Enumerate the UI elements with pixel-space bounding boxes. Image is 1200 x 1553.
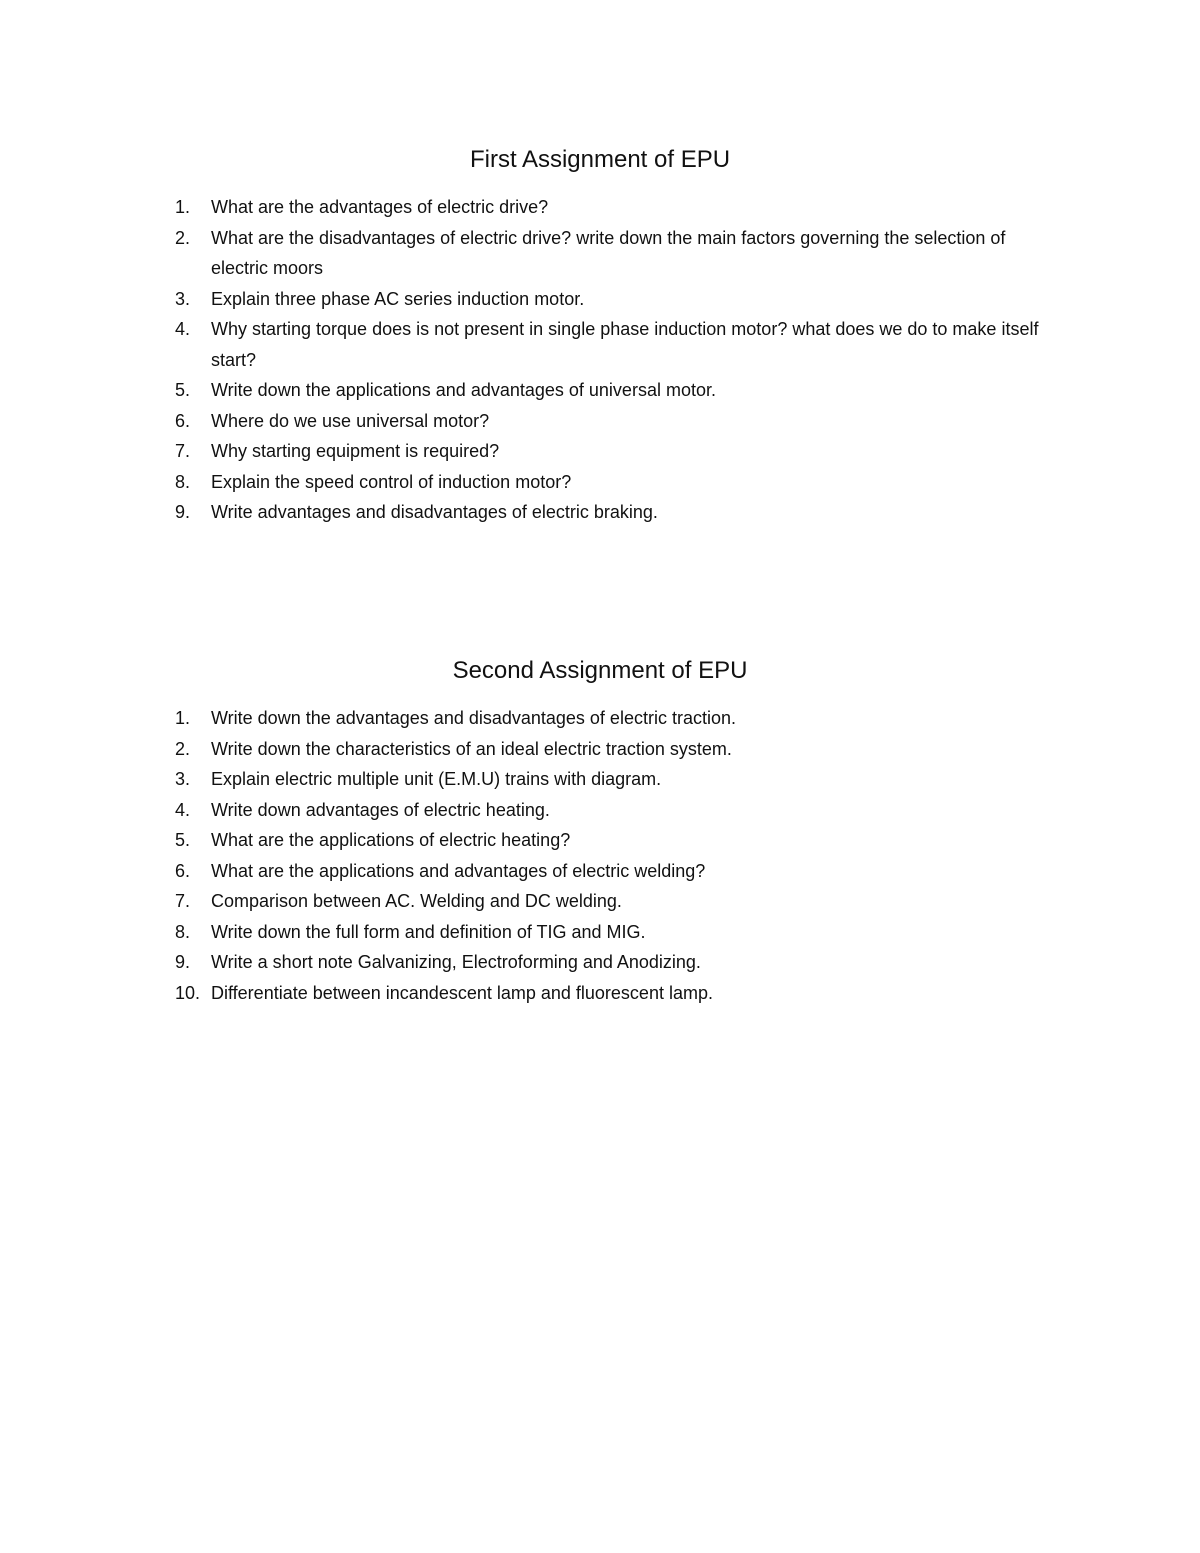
question-text: Explain the speed control of induction motor? — [211, 471, 572, 492]
question-text: Write down the advantages and disadvantages of electric traction. — [211, 708, 736, 728]
question-text: Explain three phase AC series induction motor. — [211, 288, 585, 309]
question-text: What are the disadvantages of electric drive? write down the main factors governing the selection of electric moors — [211, 227, 1006, 278]
question-number: 1. — [175, 197, 191, 217]
question-item — [0, 764, 1200, 795]
second-assignment-title: Second Assignment of EPU — [452, 657, 748, 684]
first-assignment-section — [0, 140, 1200, 528]
question-number: 5. — [175, 830, 191, 850]
question-number: 7. — [175, 891, 191, 911]
question-number: 3. — [175, 769, 191, 789]
question-text: Write down the full form and definition of TIG and MIG. — [211, 921, 646, 942]
question-item — [0, 192, 1200, 223]
second-assignment-section — [0, 651, 1200, 1008]
question-text: What are the applications of electric heating? — [211, 830, 571, 850]
question-number: 7. — [175, 441, 191, 461]
question-number: 4. — [175, 799, 191, 820]
question-number: 8. — [175, 471, 191, 492]
question-number: 9. — [175, 952, 191, 972]
question-number: 10. — [175, 982, 201, 1003]
question-number: 2. — [175, 227, 191, 248]
first-assignment-title: First Assignment of EPU — [469, 146, 731, 173]
question-item — [0, 856, 1200, 887]
question-text: Explain electric multiple unit (E.M.U) trains with diagram. — [211, 769, 662, 789]
second-assignment-question-list — [0, 703, 1200, 1008]
question-text: Where do we use universal motor? — [211, 410, 490, 431]
question-number: 8. — [175, 921, 191, 942]
question-text: Comparison between AC. Welding and DC welding. — [211, 891, 622, 911]
question-text: Why starting equipment is required? — [211, 441, 500, 461]
question-text: Write a short note Galvanizing, Electroforming and Anodizing. — [211, 952, 701, 972]
question-item — [0, 436, 1200, 467]
question-item — [0, 703, 1200, 734]
question-item — [0, 795, 1200, 826]
question-number: 6. — [175, 410, 191, 431]
question-text: Why starting torque does is not present in single phase induction motor? what does we do to make itself start? — [211, 319, 1039, 370]
question-item — [0, 825, 1200, 856]
question-item — [0, 978, 1200, 1009]
first-assignment-question-list — [0, 192, 1200, 528]
question-text: Differentiate between incandescent lamp and fluorescent lamp. — [211, 982, 713, 1003]
question-item — [0, 497, 1200, 528]
question-text: Write down advantages of electric heating. — [211, 799, 550, 820]
question-text: What are the advantages of electric drive? — [211, 197, 549, 217]
question-item — [0, 314, 1200, 375]
question-item — [0, 223, 1200, 284]
question-item — [0, 375, 1200, 406]
question-item — [0, 734, 1200, 765]
question-item — [0, 917, 1200, 948]
question-text: Write down the characteristics of an ideal electric traction system. — [211, 738, 732, 759]
question-number: 6. — [175, 860, 191, 881]
question-text: Write advantages and disadvantages of electric braking. — [211, 502, 658, 522]
question-item — [0, 467, 1200, 498]
question-item — [0, 886, 1200, 917]
question-text: What are the applications and advantages of electric welding? — [211, 860, 706, 881]
question-number: 9. — [175, 502, 191, 522]
question-item — [0, 284, 1200, 315]
question-number: 3. — [175, 288, 191, 309]
question-number: 5. — [175, 380, 191, 400]
question-text: Write down the applications and advantages of universal motor. — [211, 380, 716, 400]
question-number: 1. — [175, 708, 191, 728]
question-number: 4. — [175, 319, 191, 339]
question-number: 2. — [175, 738, 191, 759]
question-item — [0, 947, 1200, 978]
question-item — [0, 406, 1200, 437]
